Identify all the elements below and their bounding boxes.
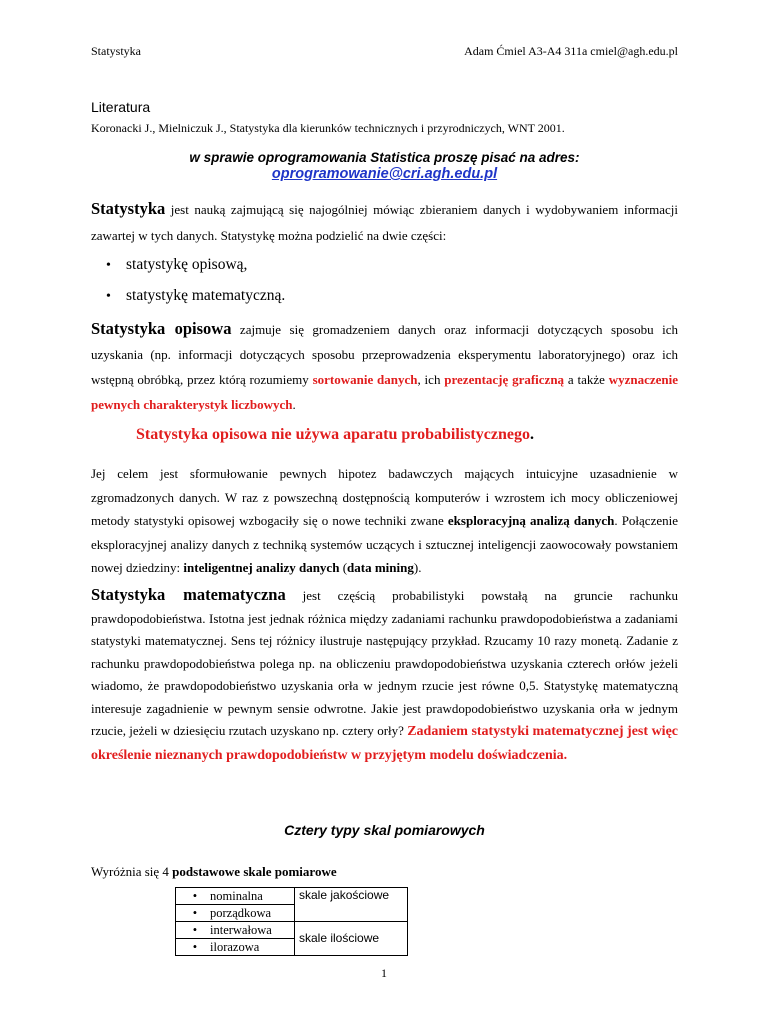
scale-ratio: • ilorazowa: [176, 939, 295, 956]
heading-period: .: [529, 426, 534, 443]
exploration-text: ).: [413, 560, 422, 575]
scales-intro-bold: podstawowe skale pomiarowe: [172, 864, 337, 879]
page-header: [91, 44, 678, 59]
heading-text: Statystyka opisowa nie używa aparatu probabilistycznego: [136, 426, 530, 443]
intro-paragraph: [91, 196, 678, 249]
group-quality: skale jakościowe: [295, 888, 408, 922]
descriptive-text: a także: [564, 372, 609, 387]
descriptive-paragraph: [91, 316, 678, 417]
mathematical-paragraph: [91, 584, 678, 767]
notice-text: w sprawie oprogramowania Statistica proszę pisać na adres:: [189, 150, 580, 165]
exploration-paragraph: [91, 462, 678, 580]
scale-ordinal: • porządkowa: [176, 905, 295, 922]
intro-text: jest nauką zajmującą się najogólniej mówiąc zbieraniem danych i wydobywaniem informacji zawartej w tych danych. Statystykę można podzielić na dwie części:: [91, 202, 678, 243]
scales-intro-text: Wyróżnia się 4: [91, 864, 173, 879]
descriptive-text: .: [292, 397, 296, 412]
highlight-sorting: sortowanie danych: [312, 372, 418, 387]
exploration-text: (: [339, 560, 348, 575]
header-left: Statystyka: [91, 44, 141, 58]
list-item: • statystykę matematyczną.: [106, 281, 285, 312]
page-number: 1: [381, 966, 387, 980]
literature-reference: Koronacki J., Mielniczuk J., Statystyka dla kierunków technicznych i przyrodniczych, WNT 2001.: [91, 121, 565, 135]
bold-intelligent-analysis: inteligentnej analizy danych: [183, 560, 340, 575]
software-notice: [91, 150, 678, 182]
scale-interval: • interwałowa: [176, 922, 295, 939]
literature-title: Literatura: [91, 99, 151, 115]
highlight-presentation: prezentację graficzną: [444, 372, 565, 387]
intro-lead: Statystyka: [91, 199, 166, 218]
exploration-text: . Połączenie eksploracyjnej analizy danych z techniką systemów uczących i sztucznej inteligencji zaowocowały powstaniem nowej dziedziny:: [91, 513, 678, 575]
scales-title: Cztery typy skal pomiarowych: [284, 822, 485, 838]
scale-nominal: • nominalna: [176, 888, 295, 905]
descriptive-text: , ich: [417, 372, 445, 387]
descriptive-text: zajmuje się gromadzeniem danych oraz informacji dotyczących sposobu ich uzyskania (np. informacji dotyczących sposobu przeprowadzenia eksperymentu laboratoryjnego) oraz ich wstępną obróbką, przez którą rozumiemy: [91, 322, 678, 387]
mathematical-lead: Statystyka matematyczna: [91, 585, 286, 604]
bold-data-mining: data mining: [347, 560, 414, 575]
exploration-text: Jej celem jest sformułowanie pewnych hipotez badawczych mających intuicyjne uzasadnienie w zgromadzonych danych. W raz z powszechną dostępnością komputerów i wzrostem ich mocy obliczeniowej metody statystyki opisowej wzbogaciły się o nowe techniki zwane: [91, 466, 678, 528]
notice-email-link[interactable]: oprogramowanie@cri.agh.edu.pl: [271, 166, 498, 182]
header-right: Adam Ćmiel A3-A4 311a cmiel@agh.edu.pl: [464, 44, 678, 58]
mathematical-text: jest częścią probabilistyki powstałą na gruncie rachunku prawdopodobieństwa. Istotna jest jednak różnica między zadaniami rachunku prawdopodobieństwa a zadaniami statystyki matematycznej. Sens tej różnicy ilustruje następujący przykład. Rzucamy 10 razy monetą. Zadanie z rachunku prawdopodobieństwa polega np. na obliczeniu prawdopodobieństwa uzyskania czterech orłów jeżeli wiadomo, że prawdopodobieństwo uzyskania orła w jednym rzucie jest równe 0,5. Statystykę matematyczną interesuje zagadnienie w pewnym sensie odwrotne. Jakie jest prawdopodobieństwo uzyskania orła w jednym rzucie, jeżeli w dziesięciu rzutach uzyskano np. cztery orły?: [91, 588, 678, 738]
scales-intro: [91, 864, 337, 880]
table-row: [176, 922, 408, 939]
descriptive-heading: [136, 426, 534, 444]
highlight-characteristics: wyznaczenie pewnych charakterystyk liczbowych: [91, 372, 678, 412]
descriptive-lead: Statystyka opisowa: [91, 319, 232, 338]
scales-table: [175, 887, 408, 956]
group-quantity: skale ilościowe: [295, 922, 408, 956]
list-item: • statystykę opisową,: [106, 250, 285, 281]
division-list: [106, 250, 285, 312]
table-row: [176, 888, 408, 905]
highlight-task: Zadaniem statystyki matematycznej jest więc określenie nieznanych prawdopodobieństw w przyjętym modelu doświadczenia.: [91, 724, 678, 763]
bold-eda: eksploracyjną analizą danych: [447, 513, 615, 528]
